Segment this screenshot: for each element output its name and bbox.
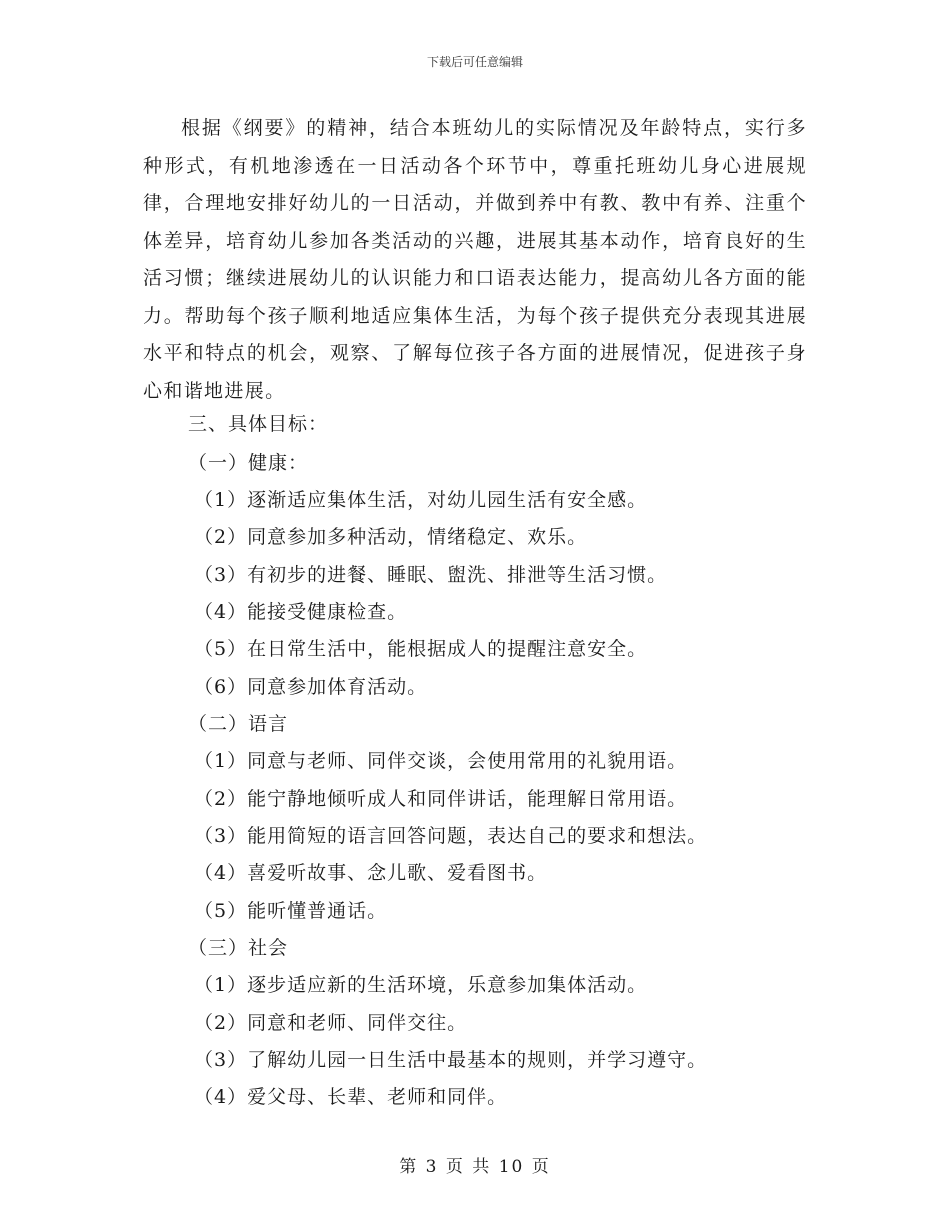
language-heading: （二）语言 (188, 713, 289, 735)
society-item-4: （4）爱父母、长辈、老师和同伴。 (194, 1086, 508, 1108)
health-item-1: （1）逐渐适应集体生活，对幼儿园生活有安全感。 (194, 489, 648, 511)
intro-paragraph: 根据《纲要》的精神，结合本班幼儿的实际情况及年龄特点，实行多种形式，有机地渗透在一日活动各个环节中，尊重托班幼儿身心进展规律，合理地安排好幼儿的一日活动，并做到养中有教、教中有养、注重个体差异，培育幼儿参加各类活动的兴趣，进展其基本动作，培育良好的生活习惯；继续进展幼儿的认识能力和口语表达能力，提高幼儿各方面的能力。帮助每个孩子顺利地适应集体生活，为每个孩子提供充分表现其进展水平和特点的机会，观察、了解每位孩子各方面的进展情况，促进孩子身心和谐地进展。 (143, 117, 807, 402)
health-item-2: （2）同意参加多种活动，情绪稳定、欢乐。 (194, 526, 588, 548)
health-heading: （一）健康： (188, 452, 309, 474)
header-note: 下载后可任意编辑 (426, 55, 523, 69)
health-item-3: （3）有初步的进餐、睡眠、盥洗、排泄等生活习惯。 (194, 564, 668, 586)
section-title: 三、具体目标： (188, 413, 329, 435)
language-item-2: （2）能宁静地倾听成人和同伴讲话，能理解日常用语。 (194, 788, 688, 810)
health-item-4: （4）能接受健康检查。 (194, 601, 408, 623)
society-item-1: （1）逐步适应新的生活环境，乐意参加集体活动。 (194, 974, 648, 996)
language-item-3: （3）能用简短的语言回答问题，表达自己的要求和想法。 (194, 825, 708, 847)
language-item-1: （1）同意与老师、同伴交谈，会使用常用的礼貌用语。 (194, 750, 688, 772)
society-item-3: （3）了解幼儿园一日生活中最基本的规则，并学习遵守。 (194, 1049, 708, 1071)
health-item-6: （6）同意参加体育活动。 (194, 676, 428, 698)
health-item-5: （5）在日常生活中，能根据成人的提醒注意安全。 (194, 638, 648, 660)
language-item-5: （5）能听懂普通话。 (194, 900, 388, 922)
language-item-4: （4）喜爱听故事、念儿歌、爱看图书。 (194, 862, 548, 884)
page-number: 第 3 页 共 10 页 (399, 1157, 551, 1177)
society-item-2: （2）同意和老师、同伴交往。 (194, 1012, 468, 1034)
society-heading: （三）社会 (188, 937, 289, 959)
